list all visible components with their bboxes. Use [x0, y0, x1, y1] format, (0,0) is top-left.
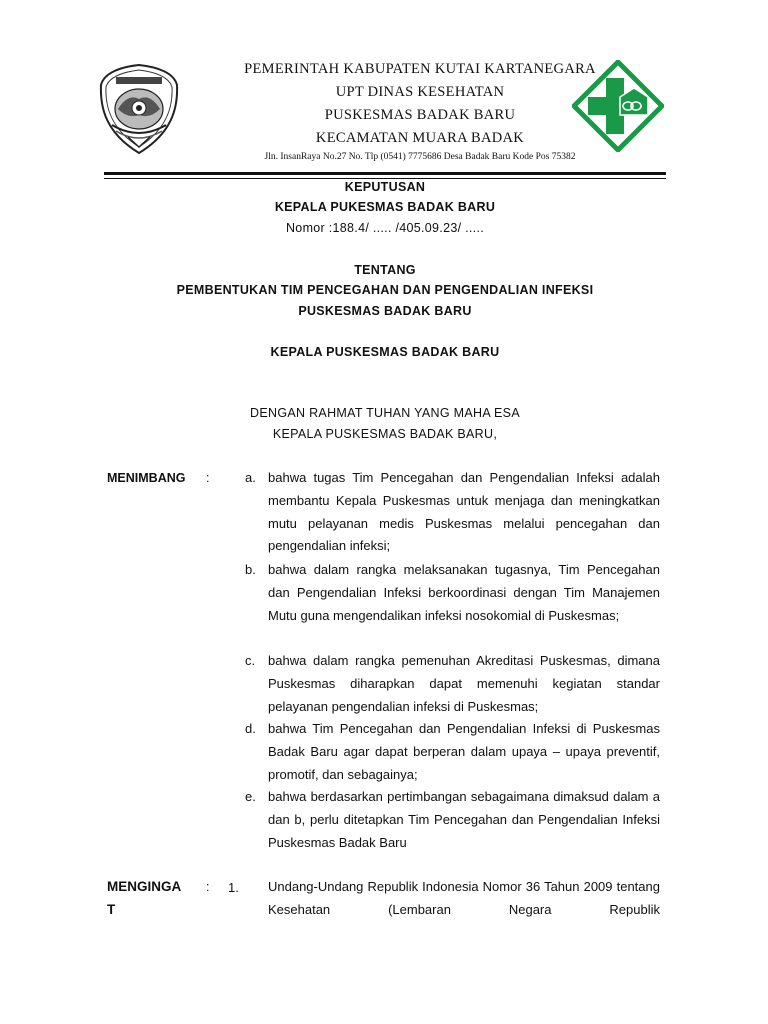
menimbang-marker-b: b.	[245, 562, 256, 577]
mengingat-label-line-1: MENGINGA	[107, 879, 182, 894]
mengingat-label-line-2: T	[107, 902, 116, 917]
menimbang-marker-a: a.	[245, 470, 256, 485]
menimbang-item-a: bahwa tugas Tim Pencegahan dan Pengendalian Infeksi adalah membantu Kepala Puskesmas untuk menjaga dan meningkatkan mutu pelayanan medis Puskesmas melalui pencegahan dan pengendalian infeksi;	[268, 470, 660, 554]
letterhead-agency: UPT DINAS KESEHATAN	[335, 84, 505, 100]
menimbang-marker-d: d.	[245, 721, 256, 736]
menimbang-item-d: bahwa Tim Pencegahan dan Pengendalian Infeksi di Puskesmas Badak Baru agar dapat berperan dalam upaya – upaya preventif, promotif, dan sebagainya;	[268, 721, 660, 782]
letterhead-district: KECAMATAN MUARA BADAK	[315, 130, 525, 146]
menimbang-item-c: bahwa dalam rangka pemenuhan Akreditasi Puskesmas, dimana Puskesmas diharapkan dapat memenuhi kegiatan standar pelayanan pengendalian infeksi di Puskesmas;	[268, 653, 660, 714]
letterhead-divider-thin	[104, 178, 666, 179]
menimbang-label: MENIMBANG	[107, 471, 186, 485]
menimbang-item-b: bahwa dalam rangka melaksanakan tugasnya, Tim Pencegahan dan Pengendalian Infeksi berkoordinasi dengan Tim Manajemen Mutu guna mengendalikan infeksi nosokomial di Puskesmas;	[268, 562, 660, 623]
menimbang-marker-e: e.	[245, 789, 256, 804]
letterhead-puskesmas: PUSKESMAS BADAK BARU	[324, 107, 516, 123]
decree-title: KEPUTUSAN	[344, 180, 426, 194]
decree-about: TENTANG	[354, 263, 416, 277]
decree-subject-line-2: PUSKESMAS BADAK BARU	[298, 304, 472, 318]
opening-line-2: KEPALA PUSKESMAS BADAK BARU,	[272, 427, 498, 441]
letterhead-divider-thick	[104, 172, 666, 175]
opening-line-1: DENGAN RAHMAT TUHAN YANG MAHA ESA	[250, 406, 520, 420]
menimbang-marker-c: c.	[245, 653, 256, 668]
menimbang-colon: :	[206, 471, 210, 485]
letterhead-address: Jln. InsanRaya No.27 No. Tlp (0541) 7775686 Desa Badak Baru Kode Pos 75382	[264, 152, 576, 162]
decree-head-title: KEPALA PUSKESMAS BADAK BARU	[270, 345, 500, 359]
mengingat-colon: :	[206, 880, 210, 894]
menimbang-item-e: bahwa berdasarkan pertimbangan sebagaimana dimaksud dalam a dan b, perlu ditetapkan Tim Pencegahan dan Pengendalian Infeksi Puskesmas Badak Baru	[268, 789, 660, 850]
kutai-kartanegara-emblem-icon	[98, 63, 180, 155]
decree-issuer: KEPALA PUKESMAS BADAK BARU	[274, 200, 496, 214]
mengingat-marker-1: 1.	[228, 880, 239, 895]
decree-subject-line-1: PEMBENTUKAN TIM PENCEGAHAN DAN PENGENDALIAN INFEKSI	[176, 283, 594, 297]
letterhead-government: PEMERINTAH KABUPATEN KUTAI KARTANEGARA	[244, 61, 596, 77]
decree-number: Nomor :188.4/ ..... /405.09.23/ .....	[285, 221, 484, 235]
mengingat-item-1: Undang-Undang Republik Indonesia Nomor 36 Tahun 2009 tentang Kesehatan (Lembaran Negara Republik	[268, 879, 660, 917]
